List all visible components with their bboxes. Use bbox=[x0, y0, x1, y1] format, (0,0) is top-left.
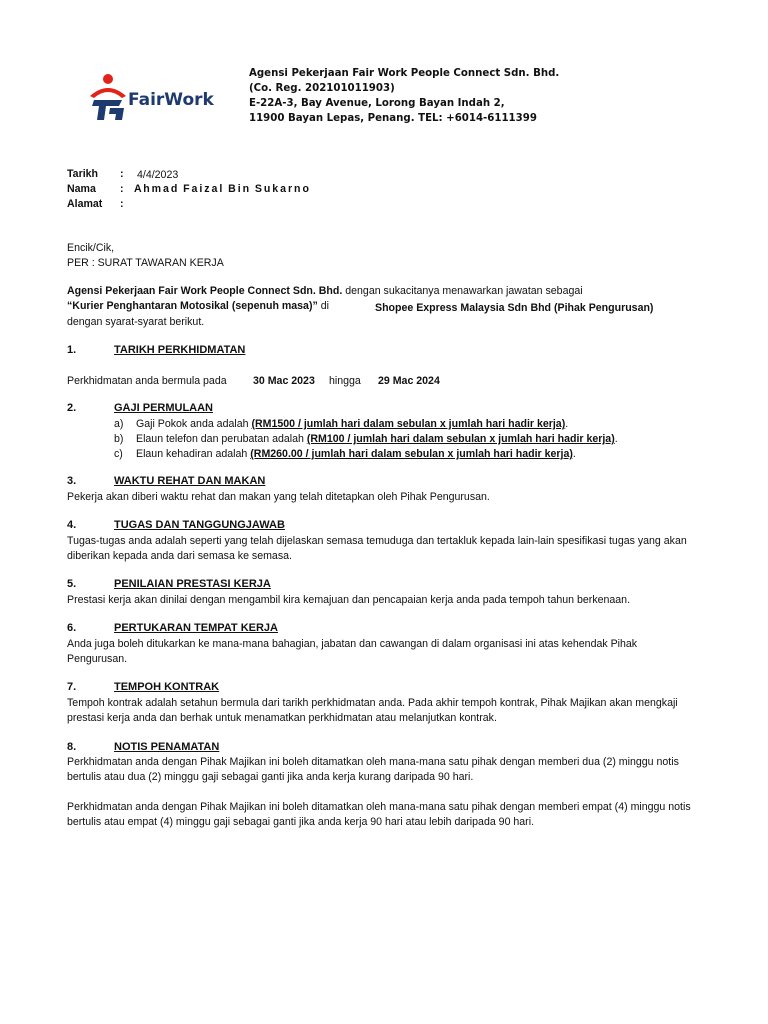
s2-item-c-end: . bbox=[572, 448, 576, 460]
letterhead-reg: (Co. Reg. 202101011903) bbox=[249, 83, 395, 94]
section-8-title: NOTIS PENAMATAN bbox=[114, 741, 220, 753]
s5-text: Prestasi kerja akan dinilai dengan mengambil kira kemajuan dan pencapaian kerja anda pada tempoh tahun berkenaan. bbox=[67, 594, 631, 606]
letterhead-company: Agensi Pekerjaan Fair Work People Connect Sdn. Bhd. bbox=[249, 68, 560, 79]
alamat-colon: : bbox=[120, 198, 124, 210]
intro-position: “Kurier Penghantaran Motosikal (sepenuh masa)” bbox=[67, 300, 318, 312]
s4-text: Tugas-tugas anda adalah seperti yang telah dijelaskan semasa temuduga dan tertakluk kepada lain-lain spesifikasi tugas yang akan diberikan kepada anda dari semasa ke semasa. bbox=[67, 535, 687, 562]
s2-item-c-mark: c) bbox=[114, 448, 123, 460]
section-4-title: TUGAS DAN TANGGUNGJAWAB bbox=[114, 519, 285, 531]
s1-text: Perkhidmatan anda bermula pada bbox=[67, 375, 227, 387]
section-2-title: GAJI PERMULAAN bbox=[114, 402, 214, 414]
s2-item-a-text: Gaji Pokok anda adalah bbox=[136, 418, 252, 430]
nama-label: Nama bbox=[67, 183, 96, 195]
s2-item-c bbox=[136, 447, 576, 461]
section-3-title: WAKTU REHAT DAN MAKAN bbox=[114, 475, 266, 487]
section-6-number: 6. bbox=[67, 622, 77, 634]
intro-di: di bbox=[317, 300, 329, 312]
nama-colon: : bbox=[120, 183, 124, 195]
intro-client: Shopee Express Malaysia Sdn Bhd (Pihak Pengurusan) bbox=[375, 302, 654, 314]
s8-paragraph-1: Perkhidmatan anda dengan Pihak Majikan ini boleh ditamatkan oleh mana-mana satu pihak dengan memberi dua (2) minggu notis bertulis atau dua (2) minggu gaji sebagai ganti jika anda kerja kurang daripada 90 hari. bbox=[67, 756, 679, 783]
letterhead-postcode-tel: 11900 Bayan Lepas, Penang. TEL: +6014-6111399 bbox=[249, 113, 537, 124]
intro-text1: dengan sukacitanya menawarkan jawatan sebagai bbox=[342, 285, 583, 297]
s2-item-b-text: Elaun telefon dan perubatan adalah bbox=[136, 433, 307, 445]
brand-wordmark: FairWork bbox=[128, 90, 214, 110]
subject: PER : SURAT TAWARAN KERJA bbox=[67, 257, 224, 269]
s1-start-date: 30 Mac 2023 bbox=[253, 375, 315, 387]
s2-item-b-mark: b) bbox=[114, 433, 124, 445]
section-5-title: PENILAIAN PRESTASI KERJA bbox=[114, 578, 271, 590]
intro-line-1 bbox=[67, 284, 583, 298]
section-1-number: 1. bbox=[67, 344, 77, 356]
s2-item-a-mark: a) bbox=[114, 418, 124, 430]
section-5-number: 5. bbox=[67, 578, 77, 590]
alamat-label: Alamat bbox=[67, 198, 103, 210]
s2-item-c-text: Elaun kehadiran adalah bbox=[136, 448, 251, 460]
s8-paragraph-2: Perkhidmatan anda dengan Pihak Majikan ini boleh ditamatkan oleh mana-mana satu pihak dengan memberi empat (4) minggu notis bertulis atau empat (4) minggu gaji sebagai ganti jika anda kerja 90 hari atau lebih daripada 90 hari. bbox=[67, 801, 691, 828]
intro-line-3: dengan syarat-syarat berikut. bbox=[67, 316, 205, 328]
s2-item-a-end: . bbox=[565, 418, 569, 430]
tarikh-value: 4/4/2023 bbox=[137, 169, 179, 181]
s6-text: Anda juga boleh ditukarkan ke mana-mana bahagian, jabatan dan cawangan di dalam organisasi ini atas kehendak Pihak Pengurusan. bbox=[67, 638, 638, 665]
salutation: Encik/Cik, bbox=[67, 242, 115, 254]
s2-item-b-value: (RM100 / jumlah hari dalam sebulan x jumlah hari hadir kerja) bbox=[306, 433, 615, 445]
section-7-title: TEMPOH KONTRAK bbox=[114, 681, 220, 693]
intro-line-2 bbox=[67, 299, 329, 313]
s2-item-b-end: . bbox=[614, 433, 618, 445]
letterhead-address: E-22A-3, Bay Avenue, Lorong Bayan Indah 2, bbox=[249, 98, 505, 109]
fairwork-logo bbox=[86, 72, 218, 124]
section-1-title: TARIKH PERKHIDMATAN bbox=[114, 344, 246, 356]
tarikh-colon: : bbox=[120, 168, 124, 180]
s2-item-a bbox=[136, 417, 568, 431]
s1-hingga: hingga bbox=[329, 375, 361, 387]
section-7-number: 7. bbox=[67, 681, 77, 693]
s2-item-b bbox=[136, 432, 618, 446]
s7-text: Tempoh kontrak adalah setahun bermula dari tarikh perkhidmatan anda. Pada akhir tempoh kontrak, Pihak Majikan akan mengkaji prestasi kerja anda dan berhak untuk menamatkan perkhidmatan atau melanjutkan kontrak. bbox=[67, 697, 678, 724]
s1-end-date: 29 Mac 2024 bbox=[378, 375, 440, 387]
tarikh-label: Tarikh bbox=[67, 168, 99, 180]
nama-value: A h m a d F a i z a l B i n S u k a r n o bbox=[134, 183, 309, 195]
section-8-number: 8. bbox=[67, 741, 77, 753]
section-3-number: 3. bbox=[67, 475, 77, 487]
section-2-number: 2. bbox=[67, 402, 77, 414]
intro-company: Agensi Pekerjaan Fair Work People Connect Sdn. Bhd. bbox=[67, 285, 343, 297]
s2-item-a-value: (RM1500 / jumlah hari dalam sebulan x jumlah hari hadir kerja) bbox=[251, 418, 566, 430]
section-6-title: PERTUKARAN TEMPAT KERJA bbox=[114, 622, 278, 634]
s3-text: Pekerja akan diberi waktu rehat dan makan yang telah ditetapkan oleh Pihak Pengurusan. bbox=[67, 491, 490, 503]
section-4-number: 4. bbox=[67, 519, 77, 531]
s2-item-c-value: (RM260.00 / jumlah hari dalam sebulan x jumlah hari hadir kerja) bbox=[250, 448, 573, 460]
